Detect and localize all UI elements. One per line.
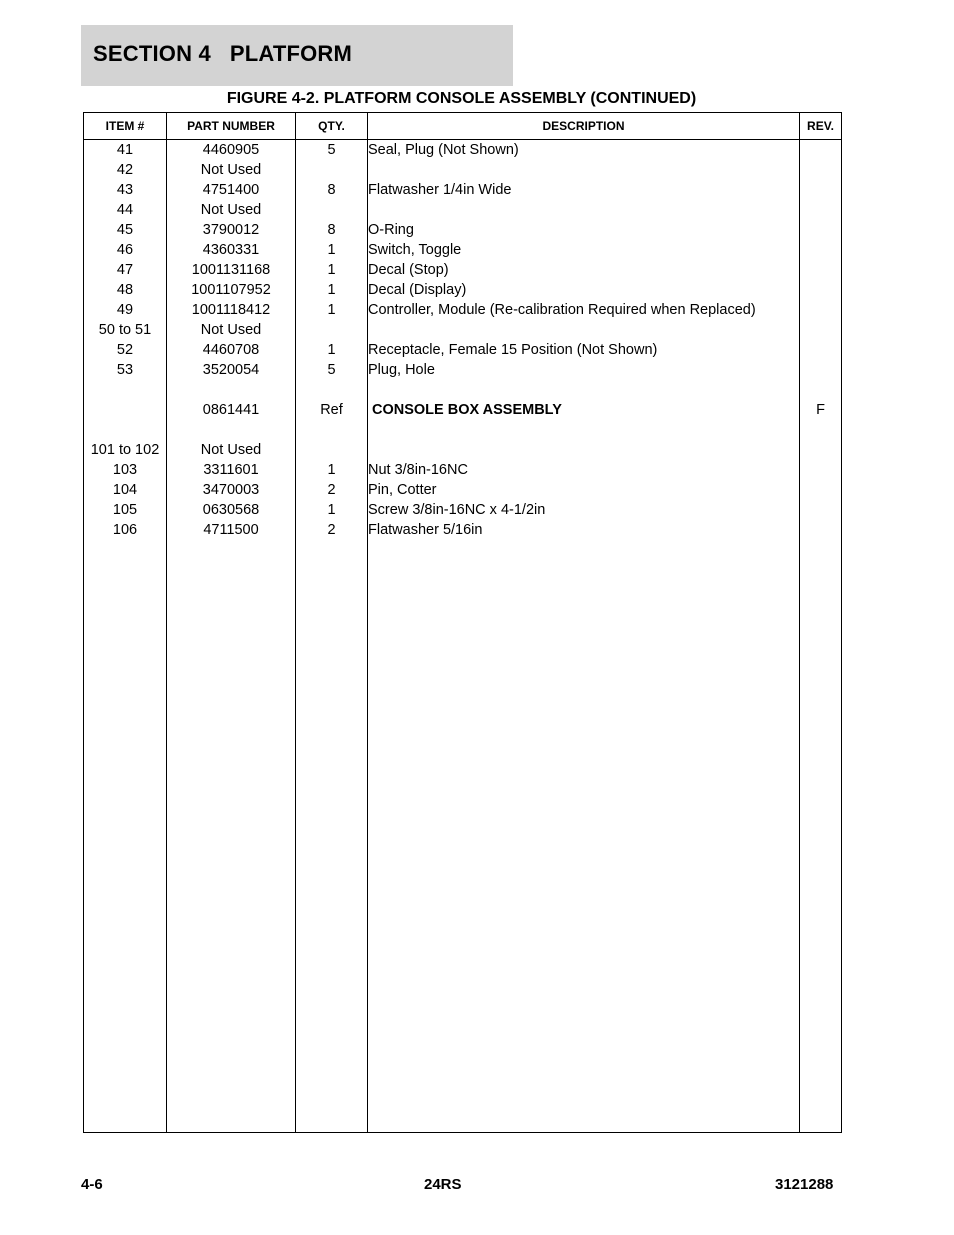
figure-title: FIGURE 4-2. PLATFORM CONSOLE ASSEMBLY (CONTINUED): [226, 90, 697, 107]
cell-qty: 1: [296, 280, 368, 300]
cell-qty: [296, 160, 368, 180]
cell-description: [368, 380, 800, 400]
cell-rev: [800, 440, 842, 460]
cell-item: 53: [84, 360, 167, 380]
cell-qty: 1: [296, 500, 368, 520]
cell-description: [368, 420, 800, 440]
cell-qty: [296, 420, 368, 440]
cell-qty: [296, 380, 368, 400]
cell-item: 106: [84, 520, 167, 540]
cell-part-number: 4460905: [167, 140, 296, 161]
table-row: [84, 480, 842, 500]
cell-item: 103: [84, 460, 167, 480]
cell-rev: [800, 460, 842, 480]
table-header-row: [84, 113, 842, 140]
cell-rev: [800, 140, 842, 161]
footer-doc-number: 3121288: [775, 1176, 834, 1193]
cell-part-number: 4711500: [167, 520, 296, 540]
cell-part-number: 4751400: [167, 180, 296, 200]
table-filler-row: [84, 540, 842, 1133]
cell-part-number: 3520054: [167, 360, 296, 380]
section-title: SECTION 4 PLATFORM: [93, 41, 353, 66]
parts-table: [83, 112, 842, 1133]
cell-description: CONSOLE BOX ASSEMBLY: [368, 400, 800, 420]
column-header-rev: REV.: [800, 113, 842, 140]
table-row: [84, 360, 842, 380]
cell-qty: 1: [296, 240, 368, 260]
cell-part-number: Not Used: [167, 160, 296, 180]
table-row: [84, 200, 842, 220]
cell-description: Flatwasher 1/4in Wide: [368, 180, 800, 200]
cell-item: 45: [84, 220, 167, 240]
column-header-part-number: PART NUMBER: [167, 113, 296, 140]
cell-qty: Ref: [296, 400, 368, 420]
table-row: [84, 240, 842, 260]
cell-rev: [800, 360, 842, 380]
cell-description: Flatwasher 5/16in: [368, 520, 800, 540]
table-row: [84, 280, 842, 300]
cell-rev: [800, 240, 842, 260]
section-header: [81, 25, 513, 86]
cell-rev: [800, 340, 842, 360]
cell-part-number: 1001131168: [167, 260, 296, 280]
cell-qty: 1: [296, 260, 368, 280]
cell-part-number: 4460708: [167, 340, 296, 360]
cell-description: [368, 160, 800, 180]
table-row: [84, 380, 842, 400]
cell-part-number: 1001118412: [167, 300, 296, 320]
cell-rev: [800, 160, 842, 180]
cell-qty: [296, 200, 368, 220]
cell-item: [84, 420, 167, 440]
cell-part-number: 4360331: [167, 240, 296, 260]
table-row: [84, 420, 842, 440]
cell-rev: F: [800, 400, 842, 420]
table-row: [84, 460, 842, 480]
cell-item: 48: [84, 280, 167, 300]
cell-qty: 5: [296, 360, 368, 380]
cell-rev: [800, 200, 842, 220]
cell-item: 105: [84, 500, 167, 520]
cell-item: 44: [84, 200, 167, 220]
cell-item: 43: [84, 180, 167, 200]
cell-part-number: 3311601: [167, 460, 296, 480]
cell-rev: [800, 520, 842, 540]
cell-rev: [800, 280, 842, 300]
table-row: [84, 140, 842, 161]
cell-description: Receptacle, Female 15 Position (Not Shown): [368, 340, 800, 360]
cell-qty: 2: [296, 480, 368, 500]
cell-part-number: Not Used: [167, 440, 296, 460]
footer-model: 24RS: [424, 1176, 462, 1193]
cell-qty: 1: [296, 460, 368, 480]
cell-part-number: 3790012: [167, 220, 296, 240]
cell-item: 42: [84, 160, 167, 180]
cell-item: 104: [84, 480, 167, 500]
cell-rev: [800, 180, 842, 200]
cell-qty: [296, 320, 368, 340]
cell-part-number: 0630568: [167, 500, 296, 520]
cell-rev: [800, 320, 842, 340]
cell-rev: [800, 220, 842, 240]
cell-part-number: [167, 420, 296, 440]
cell-description: Controller, Module (Re-calibration Required when Replaced): [368, 300, 800, 320]
cell-item: [84, 380, 167, 400]
cell-part-number: 1001107952: [167, 280, 296, 300]
cell-part-number: Not Used: [167, 320, 296, 340]
cell-part-number: [167, 380, 296, 400]
cell-item: 101 to 102: [84, 440, 167, 460]
table-row: [84, 520, 842, 540]
cell-item: 49: [84, 300, 167, 320]
table-row: [84, 300, 842, 320]
cell-description: [368, 200, 800, 220]
cell-description: Screw 3/8in-16NC x 4-1/2in: [368, 500, 800, 520]
column-header-item: ITEM #: [84, 113, 167, 140]
cell-item: 52: [84, 340, 167, 360]
cell-qty: 1: [296, 340, 368, 360]
cell-item: [84, 400, 167, 420]
cell-part-number: 3470003: [167, 480, 296, 500]
table-row: [84, 220, 842, 240]
cell-description: Decal (Display): [368, 280, 800, 300]
cell-description: Plug, Hole: [368, 360, 800, 380]
cell-rev: [800, 380, 842, 400]
table-row: [84, 320, 842, 340]
cell-part-number: Not Used: [167, 200, 296, 220]
table-row: [84, 180, 842, 200]
table-row: [84, 400, 842, 420]
table-row: [84, 260, 842, 280]
cell-part-number: 0861441: [167, 400, 296, 420]
cell-description: Seal, Plug (Not Shown): [368, 140, 800, 161]
footer-page-number: 4-6: [81, 1176, 103, 1193]
cell-item: 41: [84, 140, 167, 161]
cell-rev: [800, 260, 842, 280]
cell-description: Switch, Toggle: [368, 240, 800, 260]
column-header-qty: QTY.: [296, 113, 368, 140]
cell-qty: 8: [296, 180, 368, 200]
cell-rev: [800, 420, 842, 440]
cell-description: [368, 440, 800, 460]
cell-item: 50 to 51: [84, 320, 167, 340]
cell-item: 46: [84, 240, 167, 260]
cell-description: [368, 320, 800, 340]
cell-qty: 2: [296, 520, 368, 540]
cell-qty: [296, 440, 368, 460]
cell-qty: 5: [296, 140, 368, 161]
cell-description: O-Ring: [368, 220, 800, 240]
cell-description: Pin, Cotter: [368, 480, 800, 500]
cell-qty: 8: [296, 220, 368, 240]
cell-rev: [800, 480, 842, 500]
cell-rev: [800, 300, 842, 320]
table-row: [84, 500, 842, 520]
cell-item: 47: [84, 260, 167, 280]
table-row: [84, 340, 842, 360]
cell-rev: [800, 500, 842, 520]
cell-description: Decal (Stop): [368, 260, 800, 280]
cell-description: Nut 3/8in-16NC: [368, 460, 800, 480]
cell-qty: 1: [296, 300, 368, 320]
column-header-description: DESCRIPTION: [368, 113, 800, 140]
table-row: [84, 160, 842, 180]
table-row: [84, 440, 842, 460]
